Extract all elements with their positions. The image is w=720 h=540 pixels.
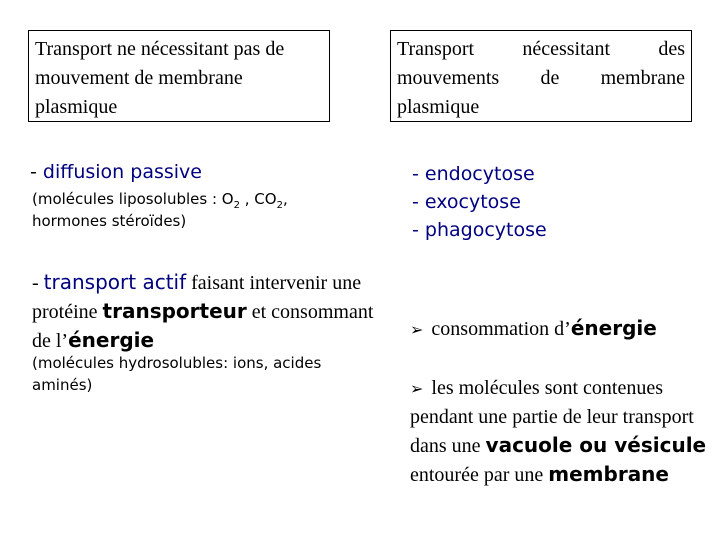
active-dash: - xyxy=(32,272,44,294)
diffusion-note xyxy=(32,188,332,232)
list-item-endocytose: - endocytose xyxy=(412,163,535,185)
active-text-2: et consommant de l’ xyxy=(32,301,374,352)
o2-subscript: 2 xyxy=(233,200,240,211)
box-transport-with-membrane-movement xyxy=(390,30,692,122)
arrowhead-bullet-icon-2: ➢ xyxy=(410,379,424,398)
bullet-energy-consumption xyxy=(410,314,710,344)
active-label: transport actif xyxy=(43,270,187,294)
bullet1-text: consommation d’ xyxy=(431,318,571,340)
diffusion-dash: - xyxy=(30,161,43,183)
box-left-text: Transport ne nécessitant pas de mouvement de membrane plasmique xyxy=(35,38,285,118)
vacuole-word: vacuole ou vésicule xyxy=(485,433,707,457)
co2-subscript: 2 xyxy=(276,200,283,211)
list-item-exocytose: - exocytose xyxy=(412,191,521,213)
diffusion-note-suffix: , hormones stéroïdes) xyxy=(32,190,288,230)
transporteur-word: transporteur xyxy=(102,299,247,323)
bullet2-text-1: les molécules sont contenues pendant une partie de leur transport dans une xyxy=(410,377,694,457)
bullet-molecules-contained xyxy=(410,374,712,489)
transport-actif-paragraph xyxy=(32,268,374,355)
active-text-1: faisant intervenir une protéine xyxy=(32,272,362,323)
energie-word-left: énergie xyxy=(68,328,155,352)
active-note-text: (molécules hydrosolubles: ions, acides aminés) xyxy=(32,354,322,394)
energie-word-right: énergie xyxy=(570,316,657,340)
list-item-phagocytose: - phagocytose xyxy=(412,219,547,241)
box-right-text: Transport nécessitant des mouvements de membrane plasmique xyxy=(397,38,685,118)
box-transport-without-membrane-movement xyxy=(28,30,330,122)
diffusion-note-prefix: (molécules liposolubles : O xyxy=(32,190,234,208)
membrane-word: membrane xyxy=(548,462,669,486)
arrowhead-bullet-icon: ➢ xyxy=(410,320,424,339)
diffusion-passive-heading xyxy=(30,158,350,186)
membrane-transport-list xyxy=(412,160,692,244)
diffusion-label: diffusion passive xyxy=(42,161,202,183)
diffusion-note-mid: , CO xyxy=(239,190,277,208)
bullet2-text-2: entourée par une xyxy=(410,464,549,486)
active-note xyxy=(32,352,362,396)
